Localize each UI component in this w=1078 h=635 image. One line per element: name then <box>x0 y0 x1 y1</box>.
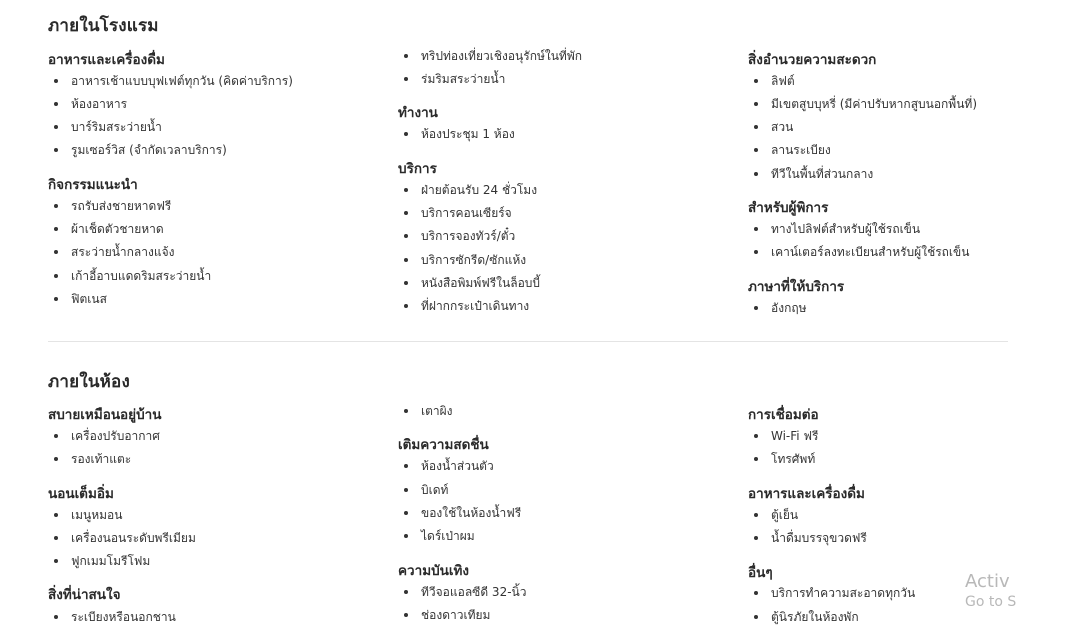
list-item: บริการทำความสะอาดทุกวัน <box>748 584 915 602</box>
list-item: อาหารเช้าแบบบุฟเฟต์ทุกวัน (คิดค่าบริการ) <box>48 72 293 90</box>
list-item: รูมเซอร์วิส (จำกัดเวลาบริการ) <box>48 141 227 159</box>
list-item: ที่ฝากกระเป๋าเดินทาง <box>398 297 529 315</box>
list-item: ทีวีจอแอลซีดี 32-นิ้ว <box>398 583 526 601</box>
bullet-icon <box>404 613 408 617</box>
group-title-comfort: สบายเหมือนอยู่บ้าน <box>48 407 162 423</box>
list-item: ตู้นิรภัยในห้องพัก <box>748 608 859 626</box>
list-item: น้ำดื่มบรรจุขวดฟรี <box>748 529 867 547</box>
list-item: ฟิตเนส <box>48 290 107 308</box>
list-item: เมนูหมอน <box>48 506 122 524</box>
watermark-line-1: Activ <box>965 571 1010 592</box>
list-item: เตาผิง <box>398 402 453 420</box>
list-item: ช่องดาวเทียม <box>398 606 490 624</box>
list-item: บริการคอนเซียร์จ <box>398 204 512 222</box>
bullet-icon <box>754 513 758 517</box>
bullet-icon <box>54 297 58 301</box>
bullet-icon <box>404 304 408 308</box>
group-title-facilities: สิ่งอำนวยความสะดวก <box>748 52 877 68</box>
list-item: เคาน์เตอร์ลงทะเบียนสำหรับผู้ใช้รถเข็น <box>748 243 969 261</box>
watermark-line-2: Go to S <box>965 594 1017 610</box>
bullet-icon <box>54 227 58 231</box>
bullet-icon <box>404 281 408 285</box>
group-title-connectivity: การเชื่อมต่อ <box>748 407 819 423</box>
bullet-icon <box>404 464 408 468</box>
bullet-icon <box>54 513 58 517</box>
group-title-highlights: สิ่งที่น่าสนใจ <box>48 587 121 603</box>
list-item: รถรับส่งชายหาดฟรี <box>48 197 171 215</box>
list-item: บริการจองทัวร์/ตั๋ว <box>398 227 515 245</box>
bullet-icon <box>54 79 58 83</box>
list-item: หนังสือพิมพ์ฟรีในล็อบบี้ <box>398 274 540 292</box>
bullet-icon <box>754 102 758 106</box>
group-title-food-drink: อาหารและเครื่องดื่ม <box>48 52 165 68</box>
list-item: เก้าอี้อาบแดดริมสระว่ายน้ำ <box>48 267 211 285</box>
bullet-icon <box>54 148 58 152</box>
group-title-refresh: เติมความสดชื่น <box>398 437 489 453</box>
bullet-icon <box>754 250 758 254</box>
bullet-icon <box>54 250 58 254</box>
bullet-icon <box>754 615 758 619</box>
bullet-icon <box>54 559 58 563</box>
list-item: ลิฟต์ <box>748 72 795 90</box>
bullet-icon <box>404 188 408 192</box>
bullet-icon <box>54 125 58 129</box>
bullet-icon <box>404 132 408 136</box>
bullet-icon <box>404 534 408 538</box>
list-item: ห้องอาหาร <box>48 95 127 113</box>
bullet-icon <box>404 409 408 413</box>
list-item: Wi-Fi ฟรี <box>748 427 818 445</box>
section-divider <box>48 341 1008 342</box>
bullet-icon <box>54 457 58 461</box>
bullet-icon <box>754 457 758 461</box>
bullet-icon <box>404 77 408 81</box>
bullet-icon <box>404 511 408 515</box>
list-item: โทรศัพท์ <box>748 450 815 468</box>
bullet-icon <box>754 536 758 540</box>
list-item: ไดร์เป่าผม <box>398 527 475 545</box>
bullet-icon <box>404 258 408 262</box>
group-title-languages: ภาษาที่ให้บริการ <box>748 279 845 295</box>
bullet-icon <box>754 125 758 129</box>
list-item: มีเขตสูบบุหรี่ (มีค่าปรับหากสูบนอกพื้นที่) <box>748 95 977 113</box>
list-item: สระว่ายน้ำกลางแจ้ง <box>48 243 175 261</box>
list-item: บาร์ริมสระว่ายน้ำ <box>48 118 162 136</box>
bullet-icon <box>54 434 58 438</box>
list-item: ตู้เย็น <box>748 506 798 524</box>
bullet-icon <box>754 172 758 176</box>
bullet-icon <box>404 211 408 215</box>
group-title-accessibility: สำหรับผู้พิการ <box>748 200 829 216</box>
group-title-other: อื่นๆ <box>748 565 773 581</box>
list-item: ลานระเบียง <box>748 141 831 159</box>
list-item: ฝ่ายต้อนรับ 24 ชั่วโมง <box>398 181 537 199</box>
group-title-sleep: นอนเต็มอิ่ม <box>48 486 114 502</box>
bullet-icon <box>754 306 758 310</box>
list-item: เครื่องนอนระดับพรีเมียม <box>48 529 196 547</box>
list-item: ผ้าเช็ดตัวชายหาด <box>48 220 164 238</box>
bullet-icon <box>54 274 58 278</box>
bullet-icon <box>754 148 758 152</box>
list-item: บิเดท์ <box>398 481 448 499</box>
list-item: ร่มริมสระว่ายน้ำ <box>398 70 505 88</box>
group-title-entertainment: ความบันเทิง <box>398 563 469 579</box>
section-title-room: ภายในห้อง <box>48 372 130 392</box>
list-item: ทางไปลิฟต์สำหรับผู้ใช้รถเข็น <box>748 220 920 238</box>
group-title-work: ทำงาน <box>398 105 438 121</box>
list-item: ทีวีในพื้นที่ส่วนกลาง <box>748 165 873 183</box>
list-item: ระเบียงหรือนอกชาน <box>48 608 176 626</box>
bullet-icon <box>754 79 758 83</box>
list-item: รองเท้าแตะ <box>48 450 131 468</box>
list-item: เครื่องปรับอากาศ <box>48 427 160 445</box>
bullet-icon <box>404 488 408 492</box>
list-item: สวน <box>748 118 793 136</box>
bullet-icon <box>404 54 408 58</box>
bullet-icon <box>54 204 58 208</box>
bullet-icon <box>754 591 758 595</box>
list-item: บริการซักรีด/ซักแห้ง <box>398 251 526 269</box>
group-title-room-food-drink: อาหารและเครื่องดื่ม <box>748 486 865 502</box>
bullet-icon <box>754 434 758 438</box>
bullet-icon <box>54 102 58 106</box>
section-title-hotel: ภายในโรงแรม <box>48 16 159 36</box>
group-title-services: บริการ <box>398 161 437 177</box>
activation-watermark <box>965 571 1016 610</box>
list-item: ทริปท่องเที่ยวเชิงอนุรักษ์ในที่พัก <box>398 47 582 65</box>
bullet-icon <box>54 615 58 619</box>
list-item: ห้องน้ำส่วนตัว <box>398 457 494 475</box>
list-item: ฟูกเมมโมรีโฟม <box>48 552 150 570</box>
group-title-activities: กิจกรรมแนะนำ <box>48 177 138 193</box>
bullet-icon <box>404 590 408 594</box>
list-item: ห้องประชุม 1 ห้อง <box>398 125 515 143</box>
bullet-icon <box>404 234 408 238</box>
bullet-icon <box>754 227 758 231</box>
bullet-icon <box>54 536 58 540</box>
list-item: ของใช้ในห้องน้ำฟรี <box>398 504 521 522</box>
list-item: อังกฤษ <box>748 299 807 317</box>
